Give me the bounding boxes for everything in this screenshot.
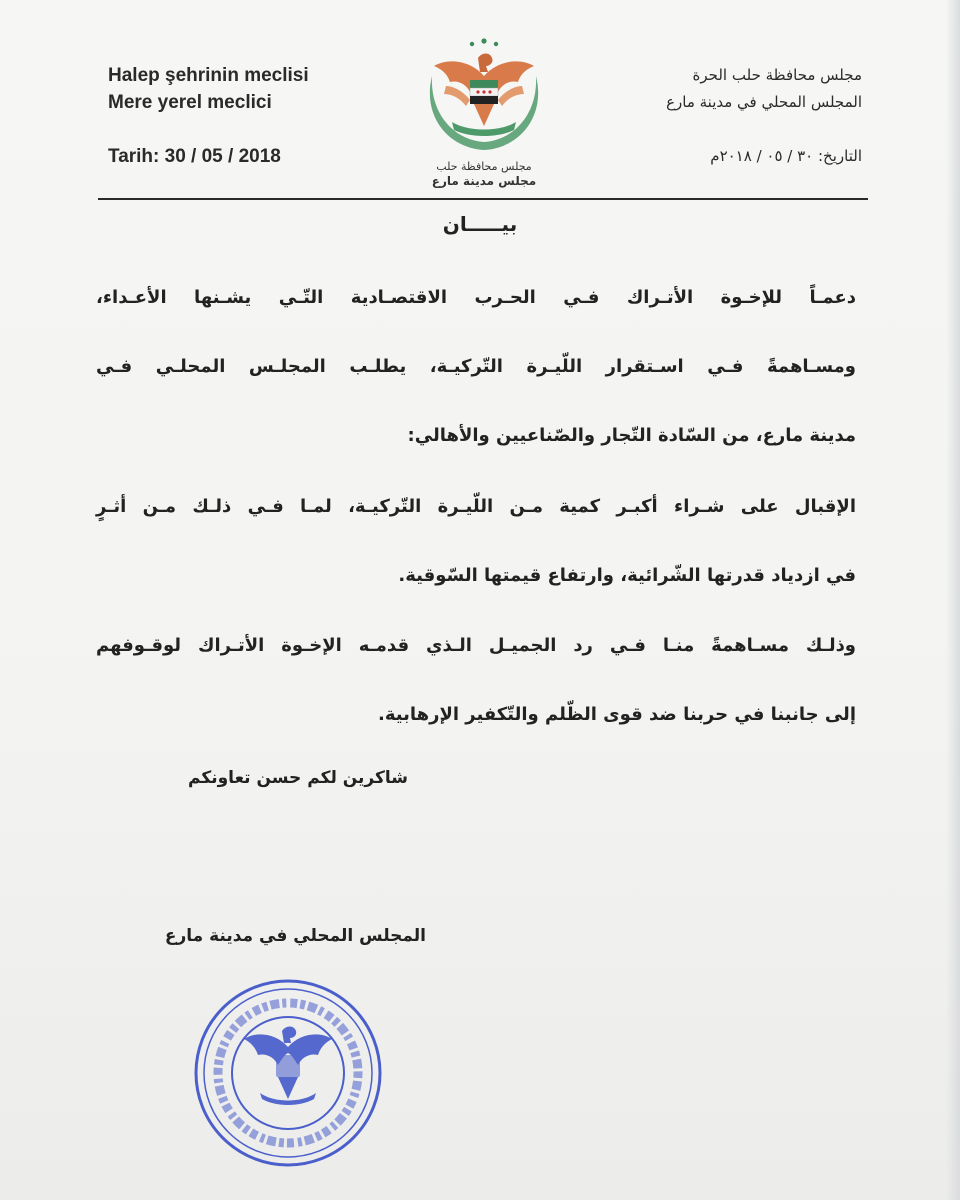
header-left-line1: Halep şehrinin meclisi xyxy=(108,65,309,86)
paragraph-line-4: الإقبال على شـراء أكبـر كمية مـن اللّيـرة التّركيـة، لمـا فـي ذلـك مـن أثـرٍ xyxy=(96,496,856,517)
page-edge-shadow xyxy=(946,0,960,1200)
official-stamp-icon xyxy=(190,975,386,1171)
logo-caption xyxy=(418,160,550,188)
header-right-line1: مجلس محافظة حلب الحرة xyxy=(692,66,862,84)
closing-text: شاكرين لكم حسن تعاونكم xyxy=(188,768,408,788)
header-right-line2: المجلس المحلي في مدينة مارع xyxy=(666,93,862,111)
logo-caption-line1: مجلس محافظة حلب xyxy=(436,160,532,173)
official-stamp xyxy=(190,975,386,1171)
paragraph-line-3: مدينة مارع، من السّادة التّجار والصّناعيين والأهالي: xyxy=(407,425,856,446)
council-logo xyxy=(418,36,550,194)
eagle-emblem-icon xyxy=(418,36,550,160)
paragraph-line-7: إلى جانبنا في حربنا ضد قوى الظّلم والتّكفير الإرهابية. xyxy=(377,704,856,725)
paragraph-line-5: في ازدياد قدرتها الشّرائية، وارتفاع قيمتها السّوقية. xyxy=(398,565,856,586)
paragraph-line-2: ومسـاهمةً فـي اسـتقرار اللّيـرة التّركيـة، يطلـب المجلـس المحلـي فـي xyxy=(96,356,856,377)
paragraph-line-6: وذلـك مسـاهمةً منـا فـي رد الجميـل الـذي قدمـه الإخـوة الأتـراك لوقـوفهم xyxy=(96,635,856,656)
document-title: بيـــــان xyxy=(442,212,518,236)
logo-caption-line2: مجلس مدينة مارع xyxy=(431,174,537,188)
signature-text: المجلس المحلي في مدينة مارع xyxy=(164,926,426,946)
header-left-line2: Mere yerel meclici xyxy=(108,92,272,113)
paragraph-line-1: دعمـاً للإخـوة الأتـراك فـي الحـرب الاقتصـادية التّـي يشـنها الأعـداء، xyxy=(96,287,856,308)
header-left-date: Tarih: 30 / 05 / 2018 xyxy=(108,146,281,167)
header-left-block xyxy=(108,62,309,170)
header-divider xyxy=(98,198,868,200)
header-right-date: التاريخ: ٣٠ / ٠٥ / ٢٠١٨م xyxy=(710,147,862,165)
header-right-block xyxy=(666,62,862,170)
